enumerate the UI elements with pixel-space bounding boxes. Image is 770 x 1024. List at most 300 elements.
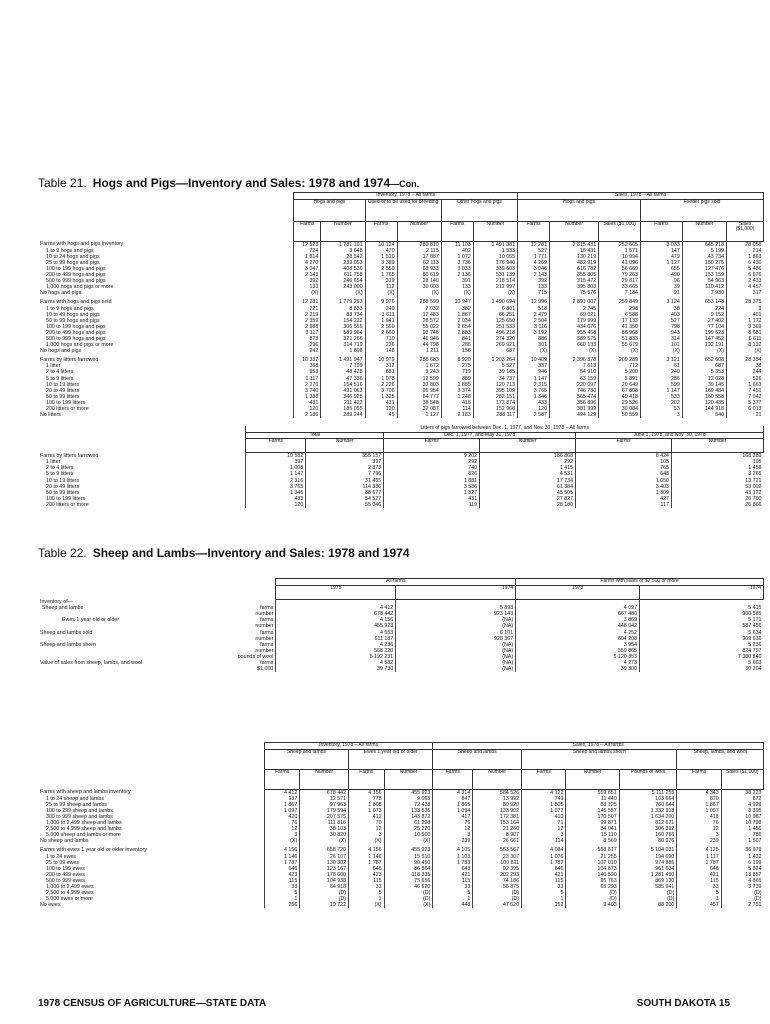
table-cell: 1 458 (672, 465, 764, 471)
row-label: farms (260, 605, 274, 612)
table-cell: 33 (264, 884, 299, 890)
table-cell: (X) (321, 290, 365, 296)
table-cell: 49 418 (599, 394, 641, 400)
table-cell: 1 507 (721, 838, 763, 844)
table-cell: 2 504 (518, 318, 550, 324)
table-cell: 1 117 (677, 854, 721, 860)
table-cell: 2 587 (518, 412, 550, 418)
table-cell: 3 706 (365, 388, 397, 394)
table-cell: 62 113 (397, 260, 441, 266)
table-cell: 76 (433, 820, 473, 826)
table-cell: 12 (677, 826, 721, 832)
table-cell: 4 865 (721, 878, 763, 884)
table-cell: 559 651 (566, 789, 619, 796)
table-cell: 4 582 (276, 660, 396, 666)
table-cell: (X) (473, 290, 517, 296)
table-cell: 115 (677, 878, 721, 884)
table-cell: 10 994 (599, 254, 641, 260)
table-cell: 6 199 (721, 860, 763, 866)
table-cell: 13 857 (721, 872, 763, 878)
table-cell: 1 571 (599, 248, 641, 254)
row-label: 200 to 499 hogs and pigs (46, 329, 106, 336)
table-cell: 5 171 (640, 617, 764, 623)
table-cell: 292 (480, 459, 576, 465)
table-cell: 433 (246, 496, 306, 502)
table-cell: 8 424 (576, 453, 672, 460)
table-cell: 368 (294, 363, 321, 369)
table-cell: 7 380 840 (640, 654, 764, 660)
table-cell: 886 (518, 336, 550, 342)
table-cell: 724 (294, 248, 321, 254)
table-cell: 356 896 (550, 400, 599, 406)
table-21-body (38, 241, 764, 418)
table-cell: 252 665 (599, 241, 641, 248)
table-cell: 611 758 (321, 272, 365, 278)
table-cell: 5 663 (640, 660, 764, 666)
table-cell: 1 (522, 896, 566, 902)
table-cell: 3 (522, 832, 566, 838)
table-cell: 5 893 (396, 605, 516, 611)
table-cell: 4 553 (276, 630, 396, 636)
table-cell: 4 125 (677, 847, 721, 853)
table-cell: 259 849 (599, 299, 641, 305)
table-cell: 43 734 (682, 254, 726, 260)
table-cell: 1 346 (246, 490, 306, 496)
table-cell: 240 (640, 369, 682, 375)
table-cell: 7 930 (682, 290, 726, 296)
table-cell: 2 660 (365, 330, 397, 336)
table-cell: 760 644 (619, 802, 677, 808)
table-cell: 3 046 (518, 266, 550, 272)
table-cell: 470 (365, 248, 397, 254)
table-cell: 115 (522, 878, 566, 884)
row-label: 20 to 49 litters (46, 387, 80, 394)
table-cell: 77 104 (682, 324, 726, 330)
table-cell: 533 (640, 394, 682, 400)
table-cell: 28 354 (727, 357, 764, 363)
table-cell: 33 (433, 884, 473, 890)
table-cell: 28 180 (480, 502, 576, 508)
table-cell: 1 787 (264, 860, 299, 866)
row-label: number (255, 623, 274, 630)
row-label: $1,000 (257, 666, 274, 673)
table-cell: 8 833 (321, 306, 365, 312)
table-cell: 5 104 031 (619, 847, 677, 853)
table-cell: 7 199 (321, 363, 365, 369)
table-cell: 41 350 (599, 324, 641, 330)
table-cell: 5 111 255 (619, 789, 677, 796)
table-cell: 1 248 (441, 394, 473, 400)
row-label: 5 to 9 litters (46, 471, 74, 478)
table-cell: 172 874 (473, 400, 517, 406)
table-cell: 1 491 947 (321, 357, 365, 363)
table-cell: 9 976 (365, 299, 397, 305)
table-cell: 1 765 (365, 272, 397, 278)
table-cell: 3 954 (516, 642, 640, 648)
table-cell: 382 (441, 306, 473, 312)
table-cell: 3 374 (441, 388, 473, 394)
table-cell: 687 (682, 363, 726, 369)
table-cell: 1 787 (522, 860, 566, 866)
table-cell: 44 798 (397, 342, 441, 348)
row-label: 2,500 to 4,999 ewes (46, 890, 94, 897)
table-cell: 8 907 (473, 832, 522, 838)
table-cell: 312 (365, 363, 397, 369)
row-label: 300 to 999 sheep and lambs (46, 813, 113, 820)
table-cell: 314 (640, 336, 682, 342)
table-cell: 5 527 (473, 363, 517, 369)
table-cell: 1 117 (294, 376, 321, 382)
table-cell: 1 779 293 (321, 299, 365, 305)
table-cell: 1 867 (441, 312, 473, 318)
table-cell: 2 143 (518, 272, 550, 278)
table-row (38, 666, 764, 672)
table-cell: 431 (384, 496, 480, 502)
table-cell: 61 298 (384, 820, 433, 826)
table-cell: 221 (294, 306, 321, 312)
table-cell: 646 (264, 866, 299, 872)
table-cell: 319 (365, 278, 397, 284)
row-label: No hogs and pigs (40, 348, 82, 355)
table-cell: 90 450 (384, 860, 433, 866)
table-cell: 1 898 (321, 348, 365, 354)
table-cell: 1 203 264 (473, 357, 517, 363)
table-cell: 847 (433, 796, 473, 802)
table-cell: 4 270 (294, 260, 321, 266)
table-cell: 6 801 (473, 306, 517, 312)
table-cell: 3 033 (441, 266, 473, 272)
table-cell: 417 (433, 814, 473, 820)
table-cell: 6 611 (727, 336, 764, 342)
table-cell: 2 032 (397, 306, 441, 312)
table-cell: 292 (384, 459, 480, 465)
table-cell: 749 (522, 796, 566, 802)
table-cell: 408 536 (321, 266, 365, 272)
table-cell: 140 590 (566, 872, 619, 878)
table-cell: 12 523 (294, 241, 321, 248)
table-cell: 12 028 (682, 376, 726, 382)
table-cell: 118 335 (384, 872, 433, 878)
row-label: Ewes 1 year old or older (62, 617, 120, 624)
table-cell: 1 127 (640, 260, 682, 266)
table-cell: 4 273 (516, 660, 640, 666)
table-cell: (X) (264, 838, 299, 844)
table-cell: (NA) (396, 642, 516, 648)
table-cell: 120 435 (682, 400, 726, 406)
table-22-title: Table 22. Sheep and Lambs—Inventory and Sales: 1978 and 1974 (38, 546, 410, 560)
row-label: No sheep and lambs (40, 838, 89, 845)
table-cell: 296 (294, 342, 321, 348)
table-cell: 1 456 (721, 826, 763, 832)
table-cell: (D) (566, 890, 619, 896)
table-cell: 3 117 (294, 330, 321, 336)
table-cell: 1 867 (677, 802, 721, 808)
table-cell: 3 369 (727, 324, 764, 330)
table-cell: 1 078 (365, 376, 397, 382)
table-cell: 5 (677, 890, 721, 896)
table-cell: 12 (264, 826, 299, 832)
table-cell: 1 076 (522, 854, 566, 860)
table-cell: 7 184 (599, 290, 641, 296)
row-label: Farms with ewes 1 year old or older inventory (40, 847, 147, 854)
table-cell: 1 490 694 (473, 299, 517, 305)
table-cell: 65 293 (566, 884, 619, 890)
table-cell: 111 816 (300, 820, 349, 826)
table-cell: 955 458 (550, 330, 599, 336)
table-cell: 91 (640, 290, 682, 296)
table-cell: 120 (518, 406, 550, 412)
row-label (38, 666, 208, 672)
row-label: 1 to 9 hogs and pigs (46, 247, 94, 254)
table-cell: 1 808 (349, 802, 384, 808)
table-cell: 527 (518, 248, 550, 254)
table-cell: 1 309 (576, 490, 672, 496)
table-cell: 53 002 (672, 484, 764, 490)
row-label: 500 to 999 hogs and pigs (46, 336, 106, 342)
table-cell: 120 (294, 406, 321, 412)
table-cell: 937 (264, 796, 299, 802)
table-cell: 29 817 (599, 278, 641, 284)
table-cell: 2 316 (246, 478, 306, 484)
table-cell: 8 395 (721, 808, 763, 814)
row-label: Sheep and lambs sold (40, 629, 93, 636)
table-cell: 218 514 (473, 278, 517, 284)
table-cell: 236 (365, 342, 397, 348)
table-cell: 337 (518, 363, 550, 369)
table-cell: 21 (727, 412, 764, 418)
table-cell: (X) (397, 290, 441, 296)
table-cell: 39 185 (473, 369, 517, 375)
table-cell: 4 097 (516, 605, 640, 611)
table-cell: 2 745 (550, 306, 599, 312)
table-cell: 5 353 (682, 369, 726, 375)
table-cell: 2 396 878 (550, 357, 599, 363)
table-cell: 25 220 (384, 826, 433, 832)
table-cell: 616 782 (550, 266, 599, 272)
table-cell: 5 (522, 890, 566, 896)
table-cell: 587 456 (640, 623, 764, 629)
table-cell: 611 187 (276, 636, 396, 642)
row-label: 1 litter (46, 459, 61, 466)
table-cell: 7 451 (727, 388, 764, 394)
table-cell: 646 (349, 866, 384, 872)
table-cell: 2 654 (441, 324, 473, 330)
row-label: 10 to 19 litters (46, 477, 80, 484)
table-cell: 826 (384, 471, 480, 477)
table-cell: 812 671 (619, 820, 677, 826)
table-cell: 482 919 (550, 260, 599, 266)
table-cell: 909 636 (640, 636, 764, 642)
row-label: 100 to 199 hogs and pigs (46, 265, 106, 272)
table-22-detail-body (38, 789, 764, 908)
table-cell: 286 (640, 376, 682, 382)
table-cell: 660 133 (550, 342, 599, 348)
table-cell: 239 (433, 838, 473, 844)
table-cell: 11 103 (441, 241, 473, 248)
table-cell: 86 968 (599, 330, 641, 336)
table-cell: 12 (433, 826, 473, 832)
table-cell: 194 690 (619, 854, 677, 860)
table-cell: (D) (300, 896, 349, 902)
table-cell: (X) (365, 290, 397, 296)
table-cell: 130 219 (550, 254, 599, 260)
table-cell: 33 665 (599, 284, 641, 290)
table-cell: 19 722 (300, 902, 349, 908)
table-cell: 69 021 (550, 312, 599, 318)
table-cell: 712 (599, 363, 641, 369)
table-cell: 3 033 (640, 241, 682, 248)
table-cell: 74 186 (473, 878, 522, 884)
table-cell: 68 933 (397, 266, 441, 272)
table-cell: 36 979 (721, 847, 763, 853)
table-cell: 1 325 (365, 394, 397, 400)
table-cell: 38 548 (397, 400, 441, 406)
table-cell: 7 796 (306, 471, 384, 477)
table-cell: 10 987 (721, 814, 763, 820)
table-cell: 127 476 (682, 266, 726, 272)
table-cell: 20 649 (599, 382, 641, 388)
table-cell: 1 008 (246, 465, 306, 471)
table-cell: 1 (349, 896, 384, 902)
table-cell: 27 402 (682, 318, 726, 324)
row-label: Inventory of— (40, 599, 73, 606)
row-label: 100 to 199 ewes (46, 865, 85, 872)
table-cell: 1 611 (365, 312, 397, 318)
table-cell: 416 (441, 400, 473, 406)
table-cell: 381 999 (550, 406, 599, 412)
table-cell: 4 531 (480, 471, 576, 477)
table-cell: 61 (640, 363, 682, 369)
table-cell: 46 620 (384, 884, 433, 890)
table-cell: 125 650 (473, 318, 517, 324)
table-cell: (NA) (396, 648, 516, 654)
table-cell: 9 152 (682, 312, 726, 318)
table-cell: 75 656 (384, 878, 433, 884)
table-cell: 1 146 (349, 854, 384, 860)
table-cell: 1 (433, 896, 473, 902)
row-label: farms (260, 629, 274, 636)
table-cell: 3 124 (640, 299, 682, 305)
table-cell: 93 746 (397, 330, 441, 336)
table-cell: 179 594 (300, 808, 349, 814)
table-cell: 51 833 (599, 336, 641, 342)
row-label: 10 to 24 hogs and pigs (46, 253, 100, 260)
table-cell: 1 787 (677, 860, 721, 866)
table-cell: (NA) (396, 654, 516, 660)
table-cell: 154 516 (321, 382, 365, 388)
table-cell: 10 409 (518, 357, 550, 363)
table-cell: (X) (300, 838, 349, 844)
table-cell: 38 (640, 306, 682, 312)
table-cell: 45 (365, 412, 397, 418)
table-cell: 100 811 (473, 860, 522, 866)
table-cell: 10 124 (365, 241, 397, 248)
table-cell: 1 672 (397, 363, 441, 369)
table-cell: 3 765 (518, 388, 550, 394)
table-cell: 27 827 (480, 496, 576, 502)
table-cell: 421 (433, 872, 473, 878)
table-cell: 457 (677, 902, 721, 908)
table-cell: 314 719 (321, 342, 365, 348)
table-cell: 53 (640, 406, 682, 412)
table-cell: 448 042 (516, 623, 640, 629)
table-cell: 12 281 (518, 241, 550, 248)
table-cell: 5 192 231 (276, 654, 396, 660)
table-cell: 105 (576, 459, 672, 465)
table-cell: 2 873 (306, 465, 384, 471)
table-cell: 21 260 (473, 826, 522, 832)
table-cell: 144 918 (682, 406, 726, 412)
table-cell: 423 (264, 872, 299, 878)
table-cell: 559 865 (516, 648, 640, 654)
table-cell: 114 (441, 406, 473, 412)
table-cell: 28 140 (397, 278, 441, 284)
table-cell: 10 079 (365, 357, 397, 363)
row-label: 100 to 299 sheep and lambs (46, 807, 113, 814)
table-22: All farms Farms with sales of $2,500 or more 1978 1974 1978 1974 Inventory of— Sheep and lambs farms 4 412 5 893 4 097 5 415 number 678 442 923 143 667 480 900 585 Ewes 1 year old or older farms 4 156 (NA) 3 869 5 171 number 455 923 (NA) 448 042 587 456 Sheep and lambs sold farms 4 553 6 101 4 252 5 634 number 611 187 928 367 604 208 909 636 Sheep and lambs shorn farms 4 236 (NA) 3 954 5 236 number 568 220 (NA) 559 865 824 797 pounds of wool 5 192 231 (NA) 5 120 853 7 380 840 Value of sales from sheep, lambs, and wool farms 4 582 (NA) 4 273 5 663 $1,000 39 730 (NA) 39 300 30 204 (40, 578, 762, 673)
row-label: 25 to 99 sheep and lambs (46, 801, 107, 808)
table-cell: 455 923 (276, 623, 396, 629)
table-cell: 4 105 (433, 847, 473, 853)
table-cell: 479 (640, 254, 682, 260)
table-cell: 841 (441, 336, 473, 342)
row-label: Sheep and lambs (42, 605, 84, 612)
table-cell: (X) (599, 348, 641, 354)
table-cell: (D) (384, 896, 433, 902)
table-cell: 244 (727, 369, 764, 375)
table-cell: 565 474 (550, 394, 599, 400)
table-cell: 13 721 (672, 478, 764, 484)
table-cell: 5 (264, 890, 299, 896)
table-cell: (X) (441, 290, 473, 296)
table-cell: 18 431 (550, 248, 599, 254)
table-cell: 95 954 (397, 388, 441, 394)
table-cell: 746 730 (550, 388, 599, 394)
table-cell: 5 891 (599, 376, 641, 382)
row-label: number (255, 647, 274, 654)
table-cell: 39 145 (682, 382, 726, 388)
table-cell: 687 (473, 348, 517, 354)
table-cell: 1 867 (264, 802, 299, 808)
row-label: 5 to 9 litters (46, 375, 74, 382)
table-cell: 412 (349, 814, 384, 820)
table-cell: 202 293 (473, 872, 522, 878)
table-cell: (NA) (396, 617, 516, 623)
table-cell: 4 252 (516, 630, 640, 636)
table-cell: 289 244 (321, 412, 365, 418)
table-cell: 6 013 (727, 406, 764, 412)
table-cell: 170 507 (566, 814, 619, 820)
table-cell: 3 586 (384, 484, 480, 490)
table-cell: 490 (640, 272, 682, 278)
table-cell: 10 337 (294, 357, 321, 363)
table-cell: 1 327 (384, 490, 480, 496)
table-cell: (X) (384, 902, 433, 908)
table-cell: 249 (365, 306, 397, 312)
table-cell: 26 107 (300, 854, 349, 860)
row-label: Farms with hogs and pigs inventory (40, 241, 124, 248)
table-cell: 3 (349, 832, 384, 838)
table-cell: 1 650 (576, 478, 672, 484)
table-cell: 4 122 (522, 789, 566, 796)
table-cell: 54 527 (306, 496, 384, 502)
table-cell: 214 (727, 248, 764, 254)
table-cell: 355 157 (306, 453, 384, 460)
table-cell: 1 634 200 (619, 814, 677, 820)
table-cell: 39 (640, 284, 682, 290)
row-label: 100 to 199 litters (46, 399, 86, 406)
table-cell: 652 608 (682, 357, 726, 363)
